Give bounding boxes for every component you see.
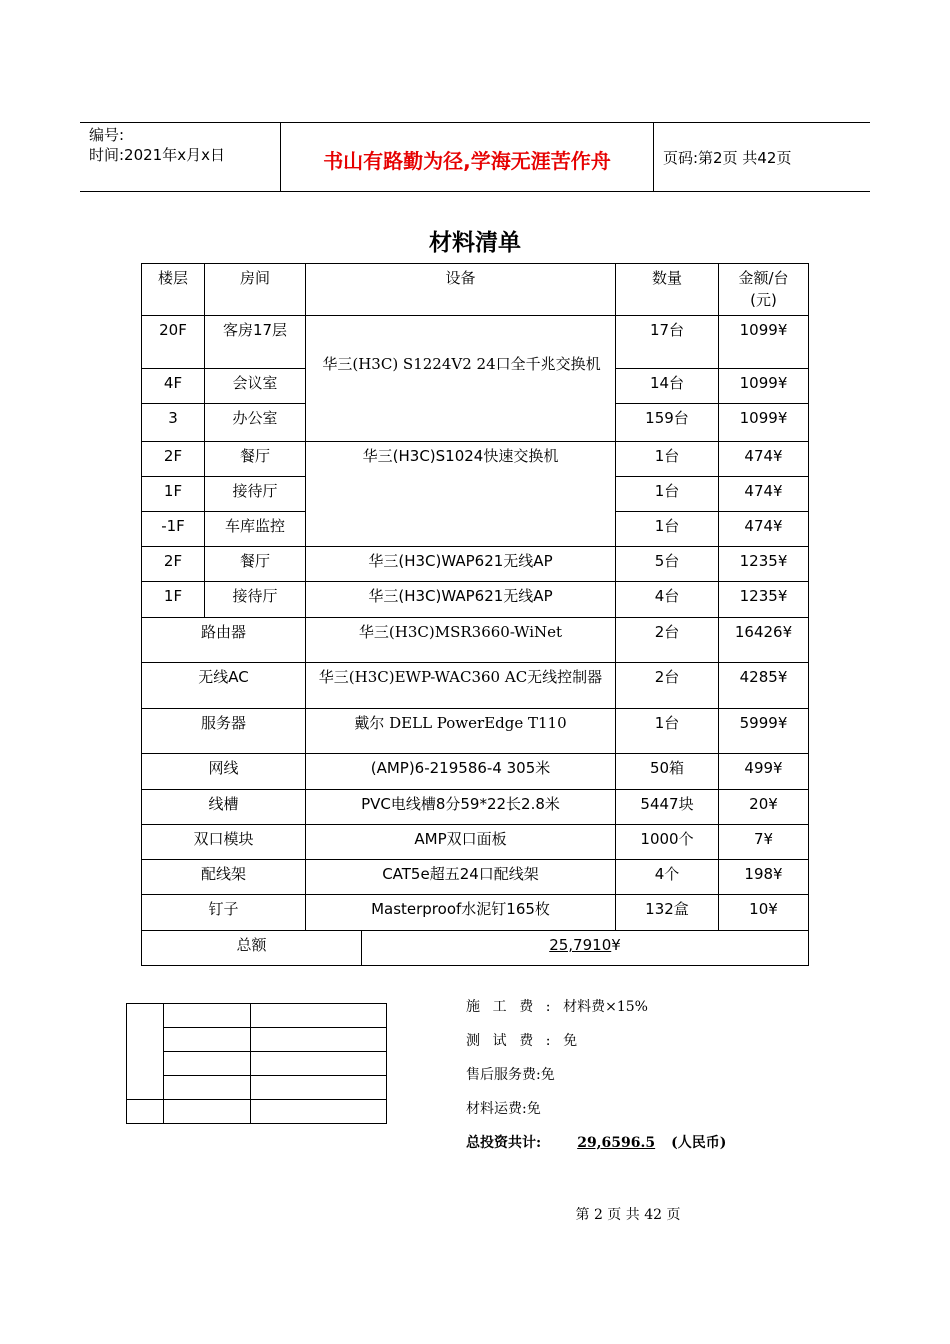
total-label: 总额 xyxy=(142,931,362,966)
table-row xyxy=(142,663,809,709)
cell-price: 16426¥ xyxy=(719,618,809,663)
grand-total-value: 29,6596.5 xyxy=(577,1135,656,1151)
serial-label: 编号: xyxy=(89,126,125,144)
table-row xyxy=(142,754,809,790)
blank-row xyxy=(127,1052,387,1076)
header-price: 金额/台 (元) xyxy=(719,264,809,316)
cell-price: 1099¥ xyxy=(719,369,809,404)
cell-item-name: 网线 xyxy=(142,754,306,790)
cell-qty: 1台 xyxy=(616,512,719,547)
table-row xyxy=(142,316,809,369)
cell-room: 餐厅 xyxy=(205,442,306,477)
blank-cell xyxy=(164,1076,251,1100)
blank-table xyxy=(126,1003,387,1124)
cell-price: 198¥ xyxy=(719,860,809,895)
cell-qty: 17台 xyxy=(616,316,719,369)
blank-row xyxy=(127,1004,387,1028)
blank-cell xyxy=(251,1052,387,1076)
cell-qty: 2台 xyxy=(616,618,719,663)
cell-qty: 5台 xyxy=(616,547,719,582)
table-row xyxy=(142,825,809,860)
cell-floor: 1F xyxy=(142,582,205,618)
fee-item xyxy=(466,1030,726,1064)
cell-price: 474¥ xyxy=(719,477,809,512)
table-row xyxy=(142,790,809,825)
fee-list xyxy=(466,996,726,1166)
total-row xyxy=(142,931,809,966)
fee-value: 材料费×15% xyxy=(563,999,648,1015)
table-row xyxy=(142,582,809,618)
fee-label: 测试费: xyxy=(466,1033,564,1049)
table-row xyxy=(142,442,809,477)
cell-device: Masterproof水泥钉165枚 xyxy=(306,895,616,931)
grand-total-label: 总投资共计: xyxy=(466,1135,542,1151)
table-row xyxy=(142,860,809,895)
cell-price: 4285¥ xyxy=(719,663,809,709)
cell-item-name: 服务器 xyxy=(142,709,306,754)
cell-price: 1235¥ xyxy=(719,582,809,618)
table-row xyxy=(142,895,809,931)
cell-floor: 1F xyxy=(142,477,205,512)
cell-qty: 159台 xyxy=(616,404,719,442)
cell-floor: 20F xyxy=(142,316,205,369)
fee-value: 免 xyxy=(563,1033,578,1049)
cell-item-name: 线槽 xyxy=(142,790,306,825)
cell-device: 华三(H3C)EWP-WAC360 AC无线控制器 xyxy=(306,663,616,709)
cell-qty: 4台 xyxy=(616,582,719,618)
cell-qty: 50箱 xyxy=(616,754,719,790)
header-meta xyxy=(80,123,281,191)
cell-device: CAT5e超五24口配线架 xyxy=(306,860,616,895)
cell-price: 1099¥ xyxy=(719,316,809,369)
header-device: 设备 xyxy=(306,264,616,316)
cell-device: AMP双口面板 xyxy=(306,825,616,860)
blank-cell xyxy=(164,1004,251,1028)
blank-cell xyxy=(251,1100,387,1124)
blank-cell xyxy=(127,1100,164,1124)
cell-floor: 3 xyxy=(142,404,205,442)
material-table xyxy=(141,263,809,966)
cell-price: 1099¥ xyxy=(719,404,809,442)
fee-label: 材料运费: xyxy=(466,1101,527,1117)
cell-item-name: 无线AC xyxy=(142,663,306,709)
cell-qty: 4个 xyxy=(616,860,719,895)
cell-room: 客房17层 xyxy=(205,316,306,369)
cell-floor: 2F xyxy=(142,547,205,582)
page-title: 材料清单 xyxy=(429,230,521,256)
cell-qty: 1台 xyxy=(616,442,719,477)
header-qty: 数量 xyxy=(616,264,719,316)
cell-device: 华三(H3C)WAP621无线AP xyxy=(306,582,616,618)
cell-price: 20¥ xyxy=(719,790,809,825)
blank-cell xyxy=(164,1028,251,1052)
cell-price: 10¥ xyxy=(719,895,809,931)
time-label: 时间:2021年x月x日 xyxy=(89,146,225,164)
blank-row xyxy=(127,1100,387,1124)
cell-price: 5999¥ xyxy=(719,709,809,754)
grand-total xyxy=(466,1132,726,1166)
cell-price: 499¥ xyxy=(719,754,809,790)
blank-cell xyxy=(164,1100,251,1124)
total-cell xyxy=(362,931,809,966)
blank-cell xyxy=(251,1004,387,1028)
cell-price: 474¥ xyxy=(719,442,809,477)
header-motto: 书山有路勤为径,学海无涯苦作舟 xyxy=(281,123,654,191)
total-currency: ¥ xyxy=(611,936,621,954)
table-row xyxy=(142,709,809,754)
grand-total-unit: (人民币) xyxy=(671,1135,727,1151)
cell-qty: 132盒 xyxy=(616,895,719,931)
blank-cell xyxy=(251,1076,387,1100)
blank-cell xyxy=(251,1028,387,1052)
cell-room: 车库监控 xyxy=(205,512,306,547)
cell-floor: 2F xyxy=(142,442,205,477)
blank-cell xyxy=(164,1052,251,1076)
cell-qty: 1000个 xyxy=(616,825,719,860)
fee-item xyxy=(466,1064,726,1098)
cell-item-name: 钉子 xyxy=(142,895,306,931)
fee-item xyxy=(466,996,726,1030)
cell-device-switch-24: 华三(H3C) S1224V2 24口全千兆交换机 xyxy=(306,316,616,442)
header-room: 房间 xyxy=(205,264,306,316)
cell-price: 1235¥ xyxy=(719,547,809,582)
blank-row xyxy=(127,1028,387,1052)
cell-item-name: 配线架 xyxy=(142,860,306,895)
fee-item xyxy=(466,1098,726,1132)
cell-qty: 1台 xyxy=(616,477,719,512)
fee-label: 施工费: xyxy=(466,999,564,1015)
cell-room: 餐厅 xyxy=(205,547,306,582)
page-footer: 第 2 页 共 42 页 xyxy=(575,1207,681,1223)
cell-room: 办公室 xyxy=(205,404,306,442)
cell-device: (AMP)6-219586-4 305米 xyxy=(306,754,616,790)
cell-item-name: 双口模块 xyxy=(142,825,306,860)
blank-row xyxy=(127,1076,387,1100)
cell-device-switch-fast: 华三(H3C)S1024快速交换机 xyxy=(306,442,616,547)
header-page-info: 页码:第2页 共42页 xyxy=(663,148,792,167)
cell-price: 7¥ xyxy=(719,825,809,860)
fee-value: 免 xyxy=(540,1067,555,1083)
cell-qty: 14台 xyxy=(616,369,719,404)
cell-room: 会议室 xyxy=(205,369,306,404)
blank-cell xyxy=(127,1004,164,1100)
page-header xyxy=(80,122,870,192)
table-row xyxy=(142,547,809,582)
cell-device: 华三(H3C)WAP621无线AP xyxy=(306,547,616,582)
total-value: 25,7910 xyxy=(549,936,612,954)
cell-room: 接待厅 xyxy=(205,582,306,618)
cell-device: 戴尔 DELL PowerEdge T110 xyxy=(306,709,616,754)
fee-label: 售后服务费: xyxy=(466,1067,541,1083)
cell-item-name: 路由器 xyxy=(142,618,306,663)
table-row xyxy=(142,618,809,663)
table-header-row xyxy=(142,264,809,316)
cell-device: PVC电线槽8分59*22长2.8米 xyxy=(306,790,616,825)
cell-floor: -1F xyxy=(142,512,205,547)
cell-qty: 1台 xyxy=(616,709,719,754)
cell-price: 474¥ xyxy=(719,512,809,547)
cell-qty: 5447块 xyxy=(616,790,719,825)
cell-qty: 2台 xyxy=(616,663,719,709)
cell-room: 接待厅 xyxy=(205,477,306,512)
header-floor: 楼层 xyxy=(142,264,205,316)
cell-device: 华三(H3C)MSR3660-WiNet xyxy=(306,618,616,663)
cell-floor: 4F xyxy=(142,369,205,404)
fee-value: 免 xyxy=(526,1101,541,1117)
